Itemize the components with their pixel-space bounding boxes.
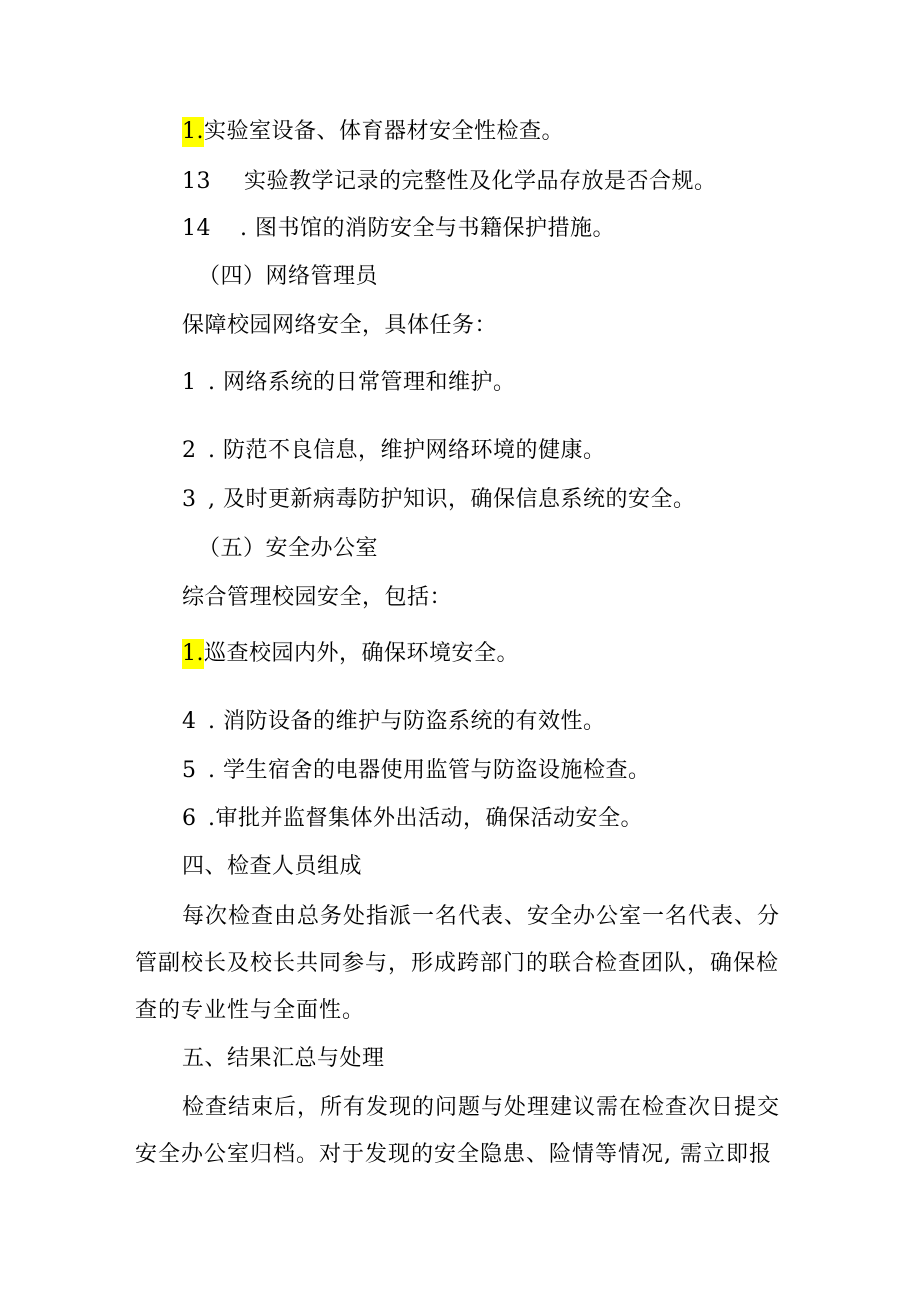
list-item <box>182 485 696 515</box>
subsection-title <box>198 534 378 564</box>
item-number: 2 <box>182 438 197 463</box>
paragraph-text: 查的专业性与全面性。 <box>135 998 366 1023</box>
item-number: 6 <box>182 806 197 831</box>
paragraph-text: 检查结束后，所有发现的问题与处理建议需在检查次日提交 <box>182 1095 781 1120</box>
section-heading <box>182 1044 385 1074</box>
item-number: 3 <box>182 487 197 512</box>
paragraph-line <box>182 311 497 341</box>
item-text: . 学生宿舍的电器使用监管与防盗设施检查。 <box>208 758 651 783</box>
item-text: . 防范不良信息，维护网络环境的健康。 <box>208 438 606 463</box>
item-text: .审批并监督集体外出活动，确保活动安全。 <box>208 806 643 831</box>
subsection-title-text: （五）安全办公室 <box>198 536 379 561</box>
list-item <box>182 639 519 669</box>
list-item <box>182 707 606 737</box>
list-item <box>182 368 516 398</box>
item-text: , 及时更新病毒防护知识，确保信息系统的安全。 <box>208 487 696 512</box>
item-text: 实验室设备、体育器材安全性检查。 <box>204 119 565 144</box>
item-text: . 消防设备的维护与防盗系统的有效性。 <box>208 709 606 734</box>
item-number: 1. <box>182 639 204 669</box>
paragraph-line <box>135 996 365 1026</box>
item-number: 5 <box>182 758 197 783</box>
paragraph-text: 每次检查由总务处指派一名代表、安全办公室一名代表、分 <box>182 904 781 929</box>
item-text: . 图书馆的消防安全与书籍保护措施。 <box>240 216 615 241</box>
subsection-title <box>198 262 378 292</box>
item-text: . 网络系统的日常管理和维护。 <box>208 370 516 395</box>
list-item <box>182 436 606 466</box>
paragraph-line <box>182 1093 780 1123</box>
item-number: 13 <box>182 169 211 194</box>
paragraph-text: 安全办公室归档。对于发现的安全隐患、险情等情况, 需立即报 <box>135 1142 772 1167</box>
section-heading-text: 四、检查人员组成 <box>182 854 363 879</box>
paragraph-text: 保障校园网络安全，具体任务： <box>182 313 498 338</box>
paragraph-text: 管副校长及校长共同参与，形成跨部门的联合检查团队，确保检 <box>135 951 780 976</box>
paragraph-line <box>182 902 780 932</box>
paragraph-line <box>135 949 779 979</box>
list-item <box>182 214 615 244</box>
item-number: 1 <box>182 370 197 395</box>
paragraph-line <box>135 1140 772 1170</box>
paragraph-line <box>182 583 452 613</box>
list-item <box>182 804 643 834</box>
paragraph-text: 综合管理校园安全，包括： <box>182 585 453 610</box>
section-heading <box>182 852 362 882</box>
list-item <box>182 117 564 147</box>
item-text: 巡查校园内外，确保环境安全。 <box>204 641 520 666</box>
list-item <box>182 167 717 197</box>
section-heading-text: 五、结果汇总与处理 <box>182 1046 385 1071</box>
item-text: 实验教学记录的完整性及化学品存放是否合规。 <box>244 169 717 194</box>
item-number: 1. <box>182 117 204 147</box>
item-number: 4 <box>182 709 197 734</box>
item-number: 14 <box>182 216 211 241</box>
list-item <box>182 756 651 786</box>
subsection-title-text: （四）网络管理员 <box>198 264 379 289</box>
